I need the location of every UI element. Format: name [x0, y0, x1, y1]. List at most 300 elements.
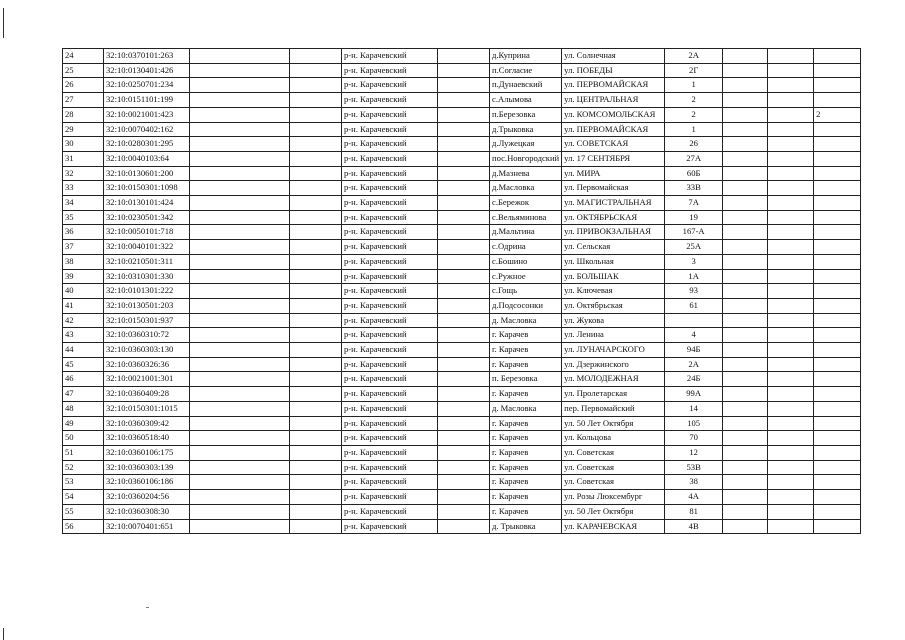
table-cell: 32:10:0310301:330 — [104, 269, 190, 284]
table-cell — [768, 63, 814, 78]
table-cell — [190, 519, 290, 534]
table-cell — [190, 328, 290, 343]
table-cell: 32:10:0360106:175 — [104, 445, 190, 460]
table-cell: 32:10:0070402:162 — [104, 122, 190, 137]
table-cell: р-н. Карачевский — [342, 63, 438, 78]
table-row — [63, 431, 861, 446]
table-cell — [290, 431, 342, 446]
table-cell: р-н. Карачевский — [342, 49, 438, 64]
table-cell — [290, 254, 342, 269]
table-row — [63, 107, 861, 122]
table-cell: ул. ЛУНАЧАРСКОГО — [562, 343, 665, 358]
table-cell: р-н. Карачевский — [342, 357, 438, 372]
table-cell — [290, 49, 342, 64]
table-cell: п.Березовка — [490, 107, 562, 122]
table-cell: 40 — [63, 284, 104, 299]
table-cell — [723, 122, 768, 137]
table-cell: 4 — [665, 328, 723, 343]
table-cell: 33В — [665, 181, 723, 196]
table-cell — [768, 269, 814, 284]
table-cell: 2 — [665, 107, 723, 122]
table-cell: 53 — [63, 475, 104, 490]
table-cell: 32:10:0150301:1015 — [104, 401, 190, 416]
table-row — [63, 225, 861, 240]
table-cell — [768, 166, 814, 181]
table-cell — [768, 519, 814, 534]
table-cell — [438, 63, 490, 78]
table-cell — [723, 313, 768, 328]
table-cell — [814, 166, 861, 181]
table-cell — [438, 401, 490, 416]
table-cell: с.Гощь — [490, 284, 562, 299]
table-cell: 32:10:0151101:199 — [104, 93, 190, 108]
table-cell: 39 — [63, 269, 104, 284]
table-cell: ул. КАРАЧЕВСКАЯ — [562, 519, 665, 534]
page-edge-mark — [3, 8, 4, 38]
table-cell: д.Куприна — [490, 49, 562, 64]
table-cell — [438, 107, 490, 122]
table-cell — [814, 475, 861, 490]
table-cell — [290, 78, 342, 93]
table-cell: 32:10:0040103:64 — [104, 151, 190, 166]
table-cell — [290, 93, 342, 108]
table-cell: 52 — [63, 460, 104, 475]
table-cell — [438, 490, 490, 505]
table-cell: ул. ЦЕНТРАЛЬНАЯ — [562, 93, 665, 108]
table-cell: ул. Дзержинского — [562, 357, 665, 372]
table-cell — [723, 78, 768, 93]
table-cell — [723, 357, 768, 372]
table-cell: р-н. Карачевский — [342, 137, 438, 152]
table-cell: ул. ПОБЕДЫ — [562, 63, 665, 78]
table-cell: р-н. Карачевский — [342, 431, 438, 446]
table-cell — [723, 445, 768, 460]
table-cell: 4А — [665, 490, 723, 505]
table-cell: р-н. Карачевский — [342, 210, 438, 225]
table-cell: р-н. Карачевский — [342, 387, 438, 402]
table-cell: 12 — [665, 445, 723, 460]
table-cell: 48 — [63, 401, 104, 416]
table-cell — [190, 284, 290, 299]
table-cell: 60Б — [665, 166, 723, 181]
table-cell: 49 — [63, 416, 104, 431]
table-cell — [190, 490, 290, 505]
table-row — [63, 151, 861, 166]
table-cell — [438, 151, 490, 166]
table-cell: 32:10:0021001:301 — [104, 372, 190, 387]
table-cell: ул. ПЕРВОМАЙСКАЯ — [562, 122, 665, 137]
table-cell: д.Мальтина — [490, 225, 562, 240]
table-cell: ул. ПЕРВОМАЙСКАЯ — [562, 78, 665, 93]
table-cell: р-н. Карачевский — [342, 269, 438, 284]
table-cell — [190, 387, 290, 402]
table-cell: 36 — [63, 225, 104, 240]
table-cell — [290, 166, 342, 181]
table-cell — [438, 475, 490, 490]
table-cell: 28 — [63, 107, 104, 122]
table-cell — [723, 151, 768, 166]
table-cell — [814, 357, 861, 372]
table-cell: 32:10:0360518:40 — [104, 431, 190, 446]
table-cell: 32:10:0070401:651 — [104, 519, 190, 534]
table-cell: с.Алымова — [490, 93, 562, 108]
table-cell — [768, 445, 814, 460]
table-cell: д. Масловка — [490, 313, 562, 328]
table-cell: 27 — [63, 93, 104, 108]
table-cell — [723, 93, 768, 108]
table-cell: р-н. Карачевский — [342, 78, 438, 93]
table-cell — [190, 49, 290, 64]
table-cell — [814, 269, 861, 284]
table-cell: пер. Первомайский — [562, 401, 665, 416]
table-cell — [438, 343, 490, 358]
table-cell: ул. Школьная — [562, 254, 665, 269]
table-cell: д.Подсосонки — [490, 298, 562, 313]
table-cell: р-н. Карачевский — [342, 313, 438, 328]
table-cell: 32:10:0230501:342 — [104, 210, 190, 225]
table-cell: ул. МАГИСТРАЛЬНАЯ — [562, 196, 665, 211]
table-cell: р-н. Карачевский — [342, 372, 438, 387]
table-cell — [190, 254, 290, 269]
table-cell — [723, 181, 768, 196]
table-cell — [190, 137, 290, 152]
table-cell: г. Карачев — [490, 475, 562, 490]
table-row — [63, 240, 861, 255]
table-cell — [723, 63, 768, 78]
table-row — [63, 343, 861, 358]
table-cell: г. Карачев — [490, 387, 562, 402]
table-cell: с.Бошино — [490, 254, 562, 269]
table-cell: 32:10:0360310:72 — [104, 328, 190, 343]
table-cell: ул. МИРА — [562, 166, 665, 181]
table-cell: 43 — [63, 328, 104, 343]
table-cell: д. Трыковка — [490, 519, 562, 534]
table-cell: 32:10:0021001:423 — [104, 107, 190, 122]
table-cell: д. Масловка — [490, 401, 562, 416]
table-cell: р-н. Карачевский — [342, 107, 438, 122]
table-row — [63, 78, 861, 93]
table-cell: 38 — [665, 475, 723, 490]
table-cell — [768, 122, 814, 137]
table-cell: 2А — [665, 49, 723, 64]
table-cell: 19 — [665, 210, 723, 225]
table-row — [63, 372, 861, 387]
table-cell: ул. Ленина — [562, 328, 665, 343]
table-cell — [290, 475, 342, 490]
table-cell: ул. Кольцова — [562, 431, 665, 446]
table-cell — [438, 137, 490, 152]
table-row — [63, 122, 861, 137]
table-cell — [665, 313, 723, 328]
table-cell: с.Ружное — [490, 269, 562, 284]
table-cell — [814, 225, 861, 240]
table-cell — [290, 387, 342, 402]
table-cell: с.Бережок — [490, 196, 562, 211]
table-cell — [768, 137, 814, 152]
table-cell — [290, 328, 342, 343]
table-cell: ул. ПРИВОКЗАЛЬНАЯ — [562, 225, 665, 240]
table-cell — [438, 122, 490, 137]
table-cell — [814, 416, 861, 431]
table-cell: р-н. Карачевский — [342, 240, 438, 255]
table-cell — [438, 284, 490, 299]
table-cell: 105 — [665, 416, 723, 431]
table-cell — [438, 269, 490, 284]
table-cell: р-н. Карачевский — [342, 254, 438, 269]
table-cell: 32:10:0150301:1098 — [104, 181, 190, 196]
table-cell — [768, 78, 814, 93]
table-cell — [814, 196, 861, 211]
table-cell: с.Одрина — [490, 240, 562, 255]
table-row — [63, 284, 861, 299]
table-cell — [290, 357, 342, 372]
table-cell: 99А — [665, 387, 723, 402]
table-cell — [438, 78, 490, 93]
table-cell: 1 — [665, 122, 723, 137]
table-cell: ул. Солнечная — [562, 49, 665, 64]
table-cell — [438, 240, 490, 255]
table-cell — [814, 78, 861, 93]
table-cell: р-н. Карачевский — [342, 343, 438, 358]
table-cell: 37 — [63, 240, 104, 255]
table-cell: 70 — [665, 431, 723, 446]
table-cell — [814, 93, 861, 108]
table-cell: 32:10:0101301:222 — [104, 284, 190, 299]
table-cell — [723, 475, 768, 490]
table-cell: 2Г — [665, 63, 723, 78]
table-cell: 2А — [665, 357, 723, 372]
table-cell — [290, 490, 342, 505]
table-cell — [723, 254, 768, 269]
table-cell: 41 — [63, 298, 104, 313]
table-cell — [814, 313, 861, 328]
table-cell: ул. 50 Лет Октября — [562, 504, 665, 519]
table-cell: 4В — [665, 519, 723, 534]
table-cell — [438, 196, 490, 211]
table-cell: 55 — [63, 504, 104, 519]
table-cell: д.Масловка — [490, 181, 562, 196]
table-cell — [814, 490, 861, 505]
table-cell: р-н. Карачевский — [342, 416, 438, 431]
table-cell: д.Трыковка — [490, 122, 562, 137]
table-cell: 38 — [63, 254, 104, 269]
table-cell: ул. Розы Люксембург — [562, 490, 665, 505]
table-cell: р-н. Карачевский — [342, 225, 438, 240]
table-cell — [190, 181, 290, 196]
table-cell — [190, 401, 290, 416]
table-cell — [290, 137, 342, 152]
table-cell: 45 — [63, 357, 104, 372]
table-cell — [768, 416, 814, 431]
table-cell — [814, 254, 861, 269]
table-cell — [190, 107, 290, 122]
table-cell — [438, 460, 490, 475]
table-cell: 32:10:0130401:426 — [104, 63, 190, 78]
table-cell: р-н. Карачевский — [342, 298, 438, 313]
table-cell — [290, 151, 342, 166]
table-cell — [190, 504, 290, 519]
table-cell — [190, 357, 290, 372]
table-cell: г. Карачев — [490, 416, 562, 431]
table-cell — [190, 460, 290, 475]
page-edge-mark — [3, 628, 4, 640]
table-cell — [190, 431, 290, 446]
table-cell: ул. ОКТЯБРЬСКАЯ — [562, 210, 665, 225]
table-cell — [768, 357, 814, 372]
table-cell — [290, 372, 342, 387]
table-cell — [190, 166, 290, 181]
table-row — [63, 504, 861, 519]
table-cell — [768, 196, 814, 211]
table-cell — [723, 401, 768, 416]
table-cell: ул. МОЛОДЕЖНАЯ — [562, 372, 665, 387]
table-cell: 32:10:0210501:311 — [104, 254, 190, 269]
table-cell: 32:10:0360204:56 — [104, 490, 190, 505]
table-cell: 46 — [63, 372, 104, 387]
table-cell: 32:10:0130601:200 — [104, 166, 190, 181]
table-cell: р-н. Карачевский — [342, 445, 438, 460]
table-cell: 2 — [665, 93, 723, 108]
table-cell: 3 — [665, 254, 723, 269]
table-cell: 14 — [665, 401, 723, 416]
table-cell — [723, 519, 768, 534]
table-cell — [814, 387, 861, 402]
table-cell: р-н. Карачевский — [342, 284, 438, 299]
table-cell — [438, 254, 490, 269]
table-row — [63, 181, 861, 196]
table-cell: г. Карачев — [490, 445, 562, 460]
table-cell: 53В — [665, 460, 723, 475]
table-cell — [438, 431, 490, 446]
table-cell: 24 — [63, 49, 104, 64]
table-cell: 56 — [63, 519, 104, 534]
table-cell: ул. Советская — [562, 475, 665, 490]
table-cell — [290, 269, 342, 284]
table-cell — [438, 210, 490, 225]
table-cell: р-н. Карачевский — [342, 475, 438, 490]
table-cell: 47 — [63, 387, 104, 402]
table-cell: р-н. Карачевский — [342, 181, 438, 196]
table-cell — [723, 387, 768, 402]
table-cell: 24Б — [665, 372, 723, 387]
table-cell: 167-А — [665, 225, 723, 240]
table-cell: 1 — [665, 78, 723, 93]
table-cell: 7А — [665, 196, 723, 211]
table-cell: р-н. Карачевский — [342, 519, 438, 534]
table-row — [63, 254, 861, 269]
table-cell: п.Согласие — [490, 63, 562, 78]
table-row — [63, 298, 861, 313]
table-cell: 29 — [63, 122, 104, 137]
table-cell — [290, 460, 342, 475]
table-cell: 30 — [63, 137, 104, 152]
table-cell — [768, 431, 814, 446]
table-cell: ул. Жукова — [562, 313, 665, 328]
table-cell — [814, 240, 861, 255]
table-cell: 32:10:0280301:295 — [104, 137, 190, 152]
table-cell — [190, 269, 290, 284]
table-cell — [768, 49, 814, 64]
table-cell — [190, 313, 290, 328]
table-cell — [814, 181, 861, 196]
table-row — [63, 490, 861, 505]
table-cell — [438, 298, 490, 313]
table-cell — [438, 49, 490, 64]
table-row — [63, 328, 861, 343]
table-cell — [290, 284, 342, 299]
table-cell: 32:10:0360309:42 — [104, 416, 190, 431]
table-cell: ул. Пролетарская — [562, 387, 665, 402]
table-cell — [814, 519, 861, 534]
table-cell: 32:10:0360308:30 — [104, 504, 190, 519]
table-cell — [768, 387, 814, 402]
table-cell — [438, 372, 490, 387]
table-cell — [723, 343, 768, 358]
table-cell: 32:10:0360326:36 — [104, 357, 190, 372]
table-cell — [190, 151, 290, 166]
table-cell: 32:10:0370101:263 — [104, 49, 190, 64]
table-cell: 31 — [63, 151, 104, 166]
table-cell — [438, 504, 490, 519]
table-cell: 94Б — [665, 343, 723, 358]
scan-speck — [146, 607, 149, 608]
table-cell — [814, 210, 861, 225]
table-cell: с.Вельяминова — [490, 210, 562, 225]
table-cell — [290, 225, 342, 240]
table-cell: 32 — [63, 166, 104, 181]
table-body — [63, 49, 861, 534]
table-cell — [814, 328, 861, 343]
table-cell — [190, 122, 290, 137]
table-cell: р-н. Карачевский — [342, 401, 438, 416]
table-cell — [768, 107, 814, 122]
table-row — [63, 49, 861, 64]
table-cell: 25А — [665, 240, 723, 255]
table-cell: ул. Советская — [562, 460, 665, 475]
table-cell — [768, 225, 814, 240]
table-cell — [290, 504, 342, 519]
table-row — [63, 401, 861, 416]
table-cell — [290, 122, 342, 137]
table-cell — [723, 196, 768, 211]
table-cell — [438, 225, 490, 240]
table-cell: ул. БОЛЬШАК — [562, 269, 665, 284]
table-cell — [290, 181, 342, 196]
table-cell — [190, 475, 290, 490]
table-cell: 61 — [665, 298, 723, 313]
table-cell: 27А — [665, 151, 723, 166]
table-cell — [814, 49, 861, 64]
table-row — [63, 210, 861, 225]
table-cell — [190, 298, 290, 313]
table-cell: 26 — [63, 78, 104, 93]
table-cell — [768, 284, 814, 299]
table-cell: 32:10:0130101:424 — [104, 196, 190, 211]
table-cell — [290, 445, 342, 460]
table-cell — [438, 313, 490, 328]
table-cell — [814, 504, 861, 519]
table-cell: 32:10:0250701:234 — [104, 78, 190, 93]
table-cell: г. Карачев — [490, 460, 562, 475]
table-cell — [814, 122, 861, 137]
table-cell — [190, 93, 290, 108]
table-cell — [438, 387, 490, 402]
table-cell — [290, 313, 342, 328]
table-cell — [768, 401, 814, 416]
table-row — [63, 313, 861, 328]
table-cell — [190, 78, 290, 93]
table-cell: 32:10:0150301:937 — [104, 313, 190, 328]
